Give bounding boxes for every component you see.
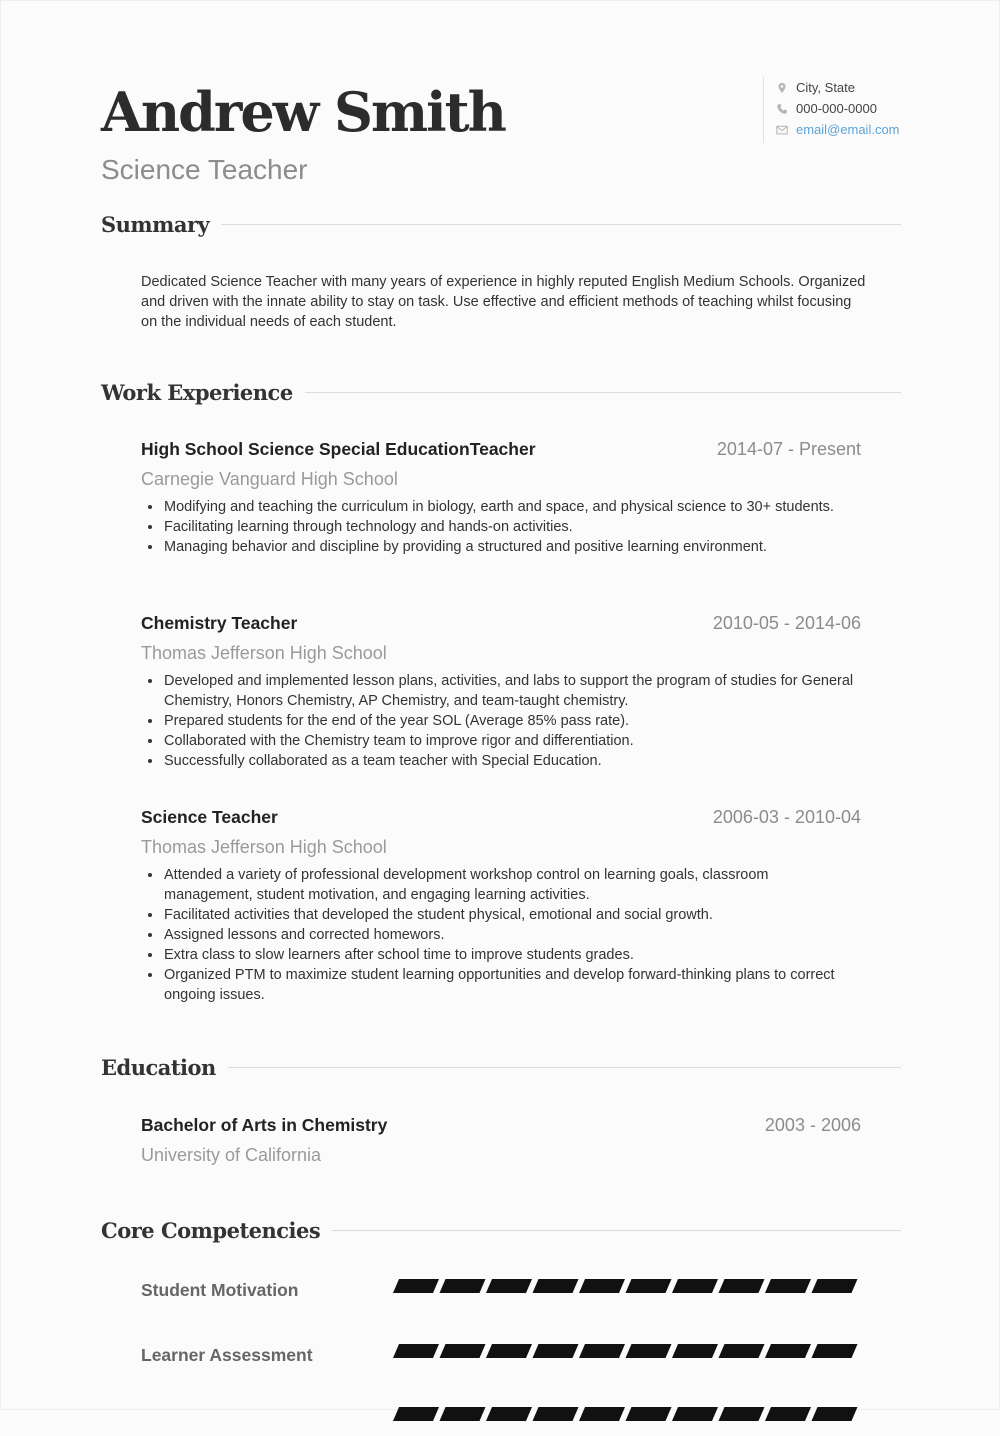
skill-row — [141, 1343, 861, 1373]
job-bullet: • Facilitating learning through technology and hands-on activities. — [163, 517, 861, 537]
skill-rating-bar — [393, 1343, 863, 1359]
contact-email[interactable] — [776, 119, 923, 140]
contact-phone — [776, 98, 923, 119]
education-dates: 2003 - 2006 — [764, 1115, 861, 1135]
job-bullet: • Modifying and teaching the curriculum in biology, earth and space, and physical science to 30+ students. — [163, 497, 861, 517]
education-heading: Education — [101, 1054, 216, 1080]
map-pin-icon — [776, 82, 788, 94]
skill-row — [141, 1406, 861, 1436]
job-dates: 2014-07 - Present — [716, 439, 861, 459]
candidate-title: Science Teacher — [101, 154, 308, 185]
competencies-section-heading — [101, 1215, 901, 1245]
envelope-icon — [776, 124, 788, 136]
skill-rating-bar — [393, 1406, 863, 1422]
section-divider — [305, 392, 901, 393]
skill-segment — [765, 1344, 811, 1358]
skill-segment — [765, 1407, 811, 1421]
location-text: City, State — [796, 80, 856, 95]
skill-segment — [486, 1344, 532, 1358]
skill-segment — [393, 1279, 439, 1293]
phone-text: 000-000-0000 — [796, 101, 877, 116]
job-bullet: • Collaborated with the Chemistry team to improve rigor and differentiation. — [163, 731, 861, 751]
summary-text: Dedicated Science Teacher with many years of experience in highly reputed English Medium Schools. Organized and driven with the innate ability to stay on task. Use effective and efficient methods of teaching whilst focusing on the individual needs of each student. — [141, 274, 866, 330]
skill-segment — [765, 1279, 811, 1293]
section-divider — [332, 1230, 901, 1231]
skill-segment — [579, 1279, 625, 1293]
skill-segment — [626, 1407, 672, 1421]
job-bullet: • Developed and implemented lesson plans, activities, and labs to support the program of studies for General Chemistry, Honors Chemistry, AP Chemistry, and team-taught chemistry. — [163, 671, 861, 711]
section-divider — [221, 224, 901, 225]
skill-name: Student Motivation — [141, 1280, 299, 1300]
job-title: High School Science Special EducationTeacher — [141, 439, 536, 459]
skill-segment — [440, 1279, 486, 1293]
contact-block — [763, 77, 923, 143]
skill-segment — [533, 1344, 579, 1358]
skill-segment — [440, 1344, 486, 1358]
skill-segment — [533, 1407, 579, 1421]
education-entry — [141, 1115, 861, 1171]
job-bullet: • Managing behavior and discipline by providing a structured and positive learning environment. — [163, 537, 861, 557]
work-section-heading — [101, 377, 901, 407]
skill-segment — [579, 1407, 625, 1421]
skill-segment — [812, 1279, 858, 1293]
skill-segment — [626, 1279, 672, 1293]
degree-title: Bachelor of Arts in Chemistry — [141, 1115, 388, 1135]
job-title: Chemistry Teacher — [141, 613, 298, 633]
skill-segment — [626, 1344, 672, 1358]
skill-segment — [672, 1279, 718, 1293]
job-bullet: • Extra class to slow learners after school time to improve students grades. — [163, 945, 861, 965]
job-bullets — [141, 497, 861, 557]
skill-segment — [486, 1279, 532, 1293]
job-bullet: • Facilitated activities that developed the student physical, emotional and social growth. — [163, 905, 861, 925]
skill-segment — [393, 1407, 439, 1421]
phone-icon — [776, 103, 788, 115]
job-organization: Carnegie Vanguard High School — [141, 469, 398, 489]
school-name: University of California — [141, 1145, 322, 1165]
skill-segment — [719, 1279, 765, 1293]
skill-segment — [672, 1407, 718, 1421]
summary-section-heading — [101, 209, 901, 239]
candidate-name: Andrew Smith — [101, 80, 505, 144]
job-entry — [141, 613, 861, 771]
job-dates: 2010-05 - 2014-06 — [712, 613, 861, 633]
section-divider — [228, 1067, 901, 1068]
job-title: Science Teacher — [141, 807, 278, 827]
job-bullet: • Organized PTM to maximize student learning opportunities and develop forward-thinking plans to correct ongoing issues. — [163, 965, 861, 1005]
skill-segment — [440, 1407, 486, 1421]
skill-segment — [486, 1407, 532, 1421]
skill-segment — [672, 1344, 718, 1358]
job-bullet: • Attended a variety of professional development workshop control on learning goals, classroom management, student motivation, and engaging learning activities. — [163, 865, 861, 905]
job-bullet: • Assigned lessons and corrected homewors. — [163, 925, 861, 945]
job-organization: Thomas Jefferson High School — [141, 643, 387, 663]
skill-segment — [812, 1344, 858, 1358]
job-organization: Thomas Jefferson High School — [141, 837, 387, 857]
skill-rating-bar — [393, 1278, 863, 1294]
skill-name: Learner Assessment — [141, 1345, 313, 1365]
skill-row — [141, 1278, 861, 1308]
job-entry — [141, 807, 861, 1005]
competencies-heading: Core Competencies — [101, 1217, 321, 1243]
work-heading: Work Experience — [101, 379, 293, 405]
job-bullet: • Prepared students for the end of the year SOL (Average 85% pass rate). — [163, 711, 861, 731]
contact-location — [776, 77, 923, 98]
email-link[interactable]: email@email.com — [796, 122, 900, 137]
skill-segment — [393, 1344, 439, 1358]
summary-heading: Summary — [101, 211, 210, 237]
skill-segment — [719, 1407, 765, 1421]
job-dates: 2006-03 - 2010-04 — [712, 807, 861, 827]
job-entry — [141, 439, 861, 557]
job-bullet: • Successfully collaborated as a team teacher with Special Education. — [163, 751, 861, 771]
education-section-heading — [101, 1052, 901, 1082]
skill-segment — [812, 1407, 858, 1421]
skill-segment — [579, 1344, 625, 1358]
job-bullets — [141, 865, 861, 1005]
job-bullets — [141, 671, 861, 771]
skill-segment — [719, 1344, 765, 1358]
skill-segment — [533, 1279, 579, 1293]
